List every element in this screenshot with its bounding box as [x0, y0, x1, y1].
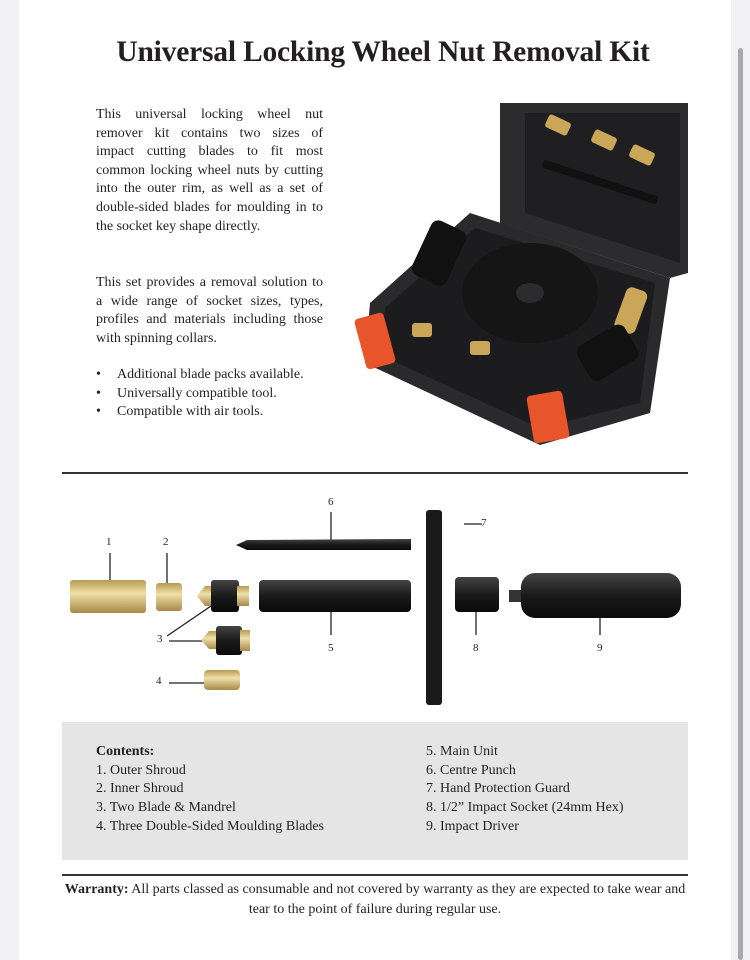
warranty-notice — [62, 880, 688, 920]
contents-item: 3. Two Blade & Mandrel — [96, 800, 236, 816]
impact-driver — [521, 573, 681, 618]
contents-item: 8. 1/2” Impact Socket (24mm Hex) — [426, 800, 624, 816]
contents-item: 4. Three Double-Sided Moulding Blades — [96, 818, 324, 834]
contents-item: 9. Impact Driver — [426, 818, 519, 834]
description-paragraph-1: This universal locking wheel nut remover kit contains two sizes of impact cutting blades to fit most common locking wheel nuts by cutting into the outer rim, as well as a set of double-sided blades for moulding in to the socket key shape directly. — [96, 107, 323, 234]
blade-mandrel — [197, 580, 250, 655]
outer-shroud — [70, 580, 146, 613]
warranty-text: All parts classed as consumable and not covered by warranty as they are expected to take wear and tear to the point of failure during regular use. — [131, 882, 686, 917]
diagram-label-1: 1 — [106, 536, 112, 548]
main-unit — [259, 580, 411, 612]
contents-left-column — [96, 743, 324, 837]
contents-item: 7. Hand Protection Guard — [426, 781, 570, 797]
contents-item: 5. Main Unit — [426, 744, 498, 759]
description-paragraph-2: This set provides a removal solution to a wide range of socket sizes, types, profiles and materials including those with spinning collars. — [96, 275, 323, 346]
hand-protection-guard — [426, 510, 442, 705]
contents-heading: Contents: — [96, 744, 155, 759]
inner-shroud — [156, 583, 182, 611]
moulding-blade — [204, 670, 240, 690]
contents-item: 6. Centre Punch — [426, 762, 516, 778]
centre-punch — [236, 539, 411, 550]
feature-list — [96, 366, 304, 422]
diagram-label-5: 5 — [328, 642, 334, 654]
feature-item: • Compatible with air tools. — [96, 403, 304, 422]
contents-item: 2. Inner Shroud — [96, 781, 184, 797]
parts-diagram-drawing — [19, 490, 731, 710]
contents-item: 1. Outer Shroud — [96, 762, 186, 778]
warranty-label: Warranty: — [64, 882, 129, 897]
diagram-label-2: 2 — [163, 536, 169, 548]
feature-item: • Universally compatible tool. — [96, 385, 304, 404]
impact-socket — [455, 577, 499, 612]
diagram-label-8: 8 — [473, 642, 479, 654]
kit-case-photo — [350, 103, 688, 445]
scrollbar[interactable] — [738, 48, 743, 960]
warranty-divider — [62, 874, 688, 876]
parts-diagram — [19, 490, 731, 710]
document-page — [19, 0, 731, 960]
diagram-label-6: 6 — [328, 496, 334, 508]
contents-box — [62, 722, 688, 860]
section-divider — [62, 472, 688, 474]
diagram-label-9: 9 — [597, 642, 603, 654]
diagram-label-4: 4 — [156, 675, 162, 687]
diagram-label-3: 3 — [157, 633, 163, 645]
diagram-label-7: 7 — [481, 517, 487, 529]
feature-item: • Additional blade packs available. — [96, 366, 304, 385]
page-title: Universal Locking Wheel Nut Removal Kit — [116, 36, 650, 68]
contents-right-column — [426, 743, 624, 837]
